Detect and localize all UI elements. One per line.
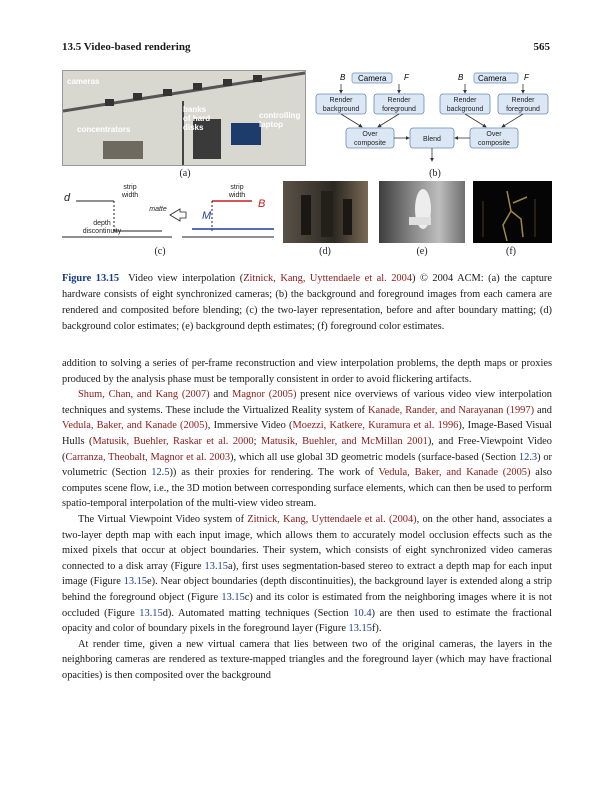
capture-hardware-photo <box>62 70 306 166</box>
rendering-diagram <box>312 70 552 164</box>
label-cameras: cameras <box>67 77 100 86</box>
paragraph-4: At render time, given a new virtual camera that lies between two of the original cameras, the layers in the neighboring cameras are rendered as texture-mapped triangles and the foreground layer (which may have fractional opacities) is then composited over the background <box>62 638 552 681</box>
citation-link[interactable]: Zitnick, Kang, Uyttendaele et al. (2004) <box>247 513 417 525</box>
citation-link[interactable]: Magnor (2005) <box>232 389 297 401</box>
label-controlling-laptop: controlling laptop <box>259 111 301 129</box>
svg-text:background: background <box>322 106 360 113</box>
svg-text:B: B <box>258 198 266 210</box>
sublabel-f: (f) <box>506 246 516 257</box>
svg-text:background: background <box>446 106 484 113</box>
label-concentrators: concentrators <box>77 125 131 134</box>
section-link[interactable]: 10.4 <box>353 607 372 619</box>
svg-text:Blend: Blend <box>423 136 441 143</box>
figure-link[interactable]: 13.15 <box>123 576 148 588</box>
sublabel-e: (e) <box>416 246 428 257</box>
svg-text:discontinuity: discontinuity <box>82 228 122 235</box>
citation-link[interactable]: Carranza, Theobalt, Magnor et al. 2003 <box>65 451 231 463</box>
svg-text:composite: composite <box>478 140 510 147</box>
label-fi: F <box>404 73 409 82</box>
svg-text:foreground: foreground <box>382 106 416 113</box>
figure-caption: Figure 13.15 Video view interpolation (Zitnick, Kang, Uyttendaele et al. 2004) © 2004 ACM: (a) the capture hardware consists of eight synchronized cameras; (b) the background and foreground images from each camera are rendered and composited before blending; (c) the two-layer representation, before and after boundary matting; (d) background color estimates; (e) background depth estimates; (f) foreground color estimates. <box>62 273 552 332</box>
figure-number: Figure 13.15 <box>62 273 120 284</box>
page-number: 565 <box>533 41 550 53</box>
citation-link[interactable]: Vedula, Baker, and Kanade (2005) <box>378 467 531 479</box>
svg-text:Over: Over <box>362 131 378 138</box>
svg-text:width: width <box>121 192 139 199</box>
sublabel-d: (d) <box>319 246 331 257</box>
camera-i-label: Camera <box>358 74 387 83</box>
citation-link[interactable]: Vedula, Baker, and Kanade (2005) <box>62 420 208 432</box>
label-fi1: F <box>524 73 529 82</box>
foreground-color-image <box>473 181 552 243</box>
citation-link[interactable]: Shum, Chan, and Kang (2007) <box>78 389 210 401</box>
body-text <box>62 356 552 683</box>
svg-text:strip: strip <box>230 184 244 191</box>
paragraph-3: The Virtual Viewpoint Video system of Zitnick, Kang, Uyttendaele et al. (2004), on the other hand, associates a two-layer depth map with each input image, which allows them to accurately model occlusion effects such as the mixed pixels that occur at object boundaries. Their system, which consists of eight synchronized video cameras connected to a disk array (Figure 13.15a), first uses segmentation-based stereo to extract a depth map for each input image (Figure 13.15e). Near object boundaries (depth discontinuities), the background layer is extended along a strip behind the foreground object (Figure 13.15c) and its color is estimated from the neighboring images where it is not occluded (Figure 13.15d). Automated matting techniques (Section 10.4) are then used to estimate the fractional opacity and color of boundary pixels in the foreground layer (Figure 13.15f). <box>62 513 552 635</box>
figure-link[interactable]: 13.15 <box>221 591 245 603</box>
svg-text:Render: Render <box>329 97 353 104</box>
two-layer-diagram <box>62 181 274 243</box>
caption-citation[interactable]: Zitnick, Kang, Uyttendaele et al. 2004 <box>243 273 413 284</box>
sublabel-b: (b) <box>429 168 441 179</box>
svg-text:strip: strip <box>123 184 137 191</box>
figure-link[interactable]: 13.15 <box>139 607 163 619</box>
camera-i1-label: Camera <box>478 74 507 83</box>
svg-text:M: M <box>202 210 212 222</box>
svg-text:Render: Render <box>387 97 411 104</box>
sublabel-a: (a) <box>179 168 191 179</box>
svg-text:Render: Render <box>453 97 477 104</box>
figure-link[interactable]: 13.15 <box>204 560 228 572</box>
sublabel-c: (c) <box>154 246 166 257</box>
svg-text:Over: Over <box>486 131 502 138</box>
svg-text:Render: Render <box>511 97 535 104</box>
section-link[interactable]: 12.3 <box>518 451 538 463</box>
figure-link[interactable]: 13.15 <box>348 623 372 635</box>
citation-link[interactable]: Matusik, Buehler, and McMillan 2001 <box>260 435 428 447</box>
svg-text:matte: matte <box>149 206 167 213</box>
svg-text:foreground: foreground <box>506 106 540 113</box>
background-depth-image <box>379 181 465 243</box>
svg-text:composite: composite <box>354 140 386 147</box>
section-link[interactable]: 12.5 <box>151 467 170 479</box>
svg-text:d: d <box>64 192 71 204</box>
label-bi: B <box>340 73 346 82</box>
label-bi1: B <box>458 73 464 82</box>
label-banks: banks of hard disks <box>183 105 211 132</box>
svg-text:depth: depth <box>93 220 111 227</box>
citation-link[interactable]: Matusik, Buehler, Raskar et al. 2000 <box>92 435 254 447</box>
citation-link[interactable]: Moezzi, Katkere, Kuramura et al. 1996 <box>292 420 459 432</box>
background-color-image <box>283 181 368 243</box>
section-title: 13.5 Video-based rendering <box>62 41 191 53</box>
svg-text:width: width <box>228 192 246 199</box>
paragraph-1: addition to solving a series of per-frame reconstruction and view interpolation problems, the depth maps or proxies produced by the analysis phase must be temporally consistent in order to avoid flickering artifacts. <box>62 358 552 385</box>
citation-link[interactable]: Kanade, Rander, and Narayanan (1997) <box>367 404 535 416</box>
paragraph-2: Shum, Chan, and Kang (2007) and Magnor (2005) present nice overviews of various video view interpolation techniques and systems. These include the Virtualized Reality system of Kanade, Rander, and Narayanan (1997) and Vedula, Baker, and Kanade (2005), Immersive Video (Moezzi, Katkere, Kuramura et al. 1996), Image-Based Visual Hulls (Matusik, Buehler, Raskar et al. 2000; Matusik, Buehler, and McMillan 2001), and Free-Viewpoint Video (Carranza, Theobalt, Magnor et al. 2003), which all use global 3D geometric models (surface-based (Section 12.3) or volumetric (Section 12.5)) as their proxies for rendering. The work of Vedula, Baker, and Kanade (2005) also computes scene flow, i.e., the 3D motion between corresponding surface elements, which can then be used to perform spatio-temporal interpolation of the multi-view video stream. <box>62 389 553 510</box>
